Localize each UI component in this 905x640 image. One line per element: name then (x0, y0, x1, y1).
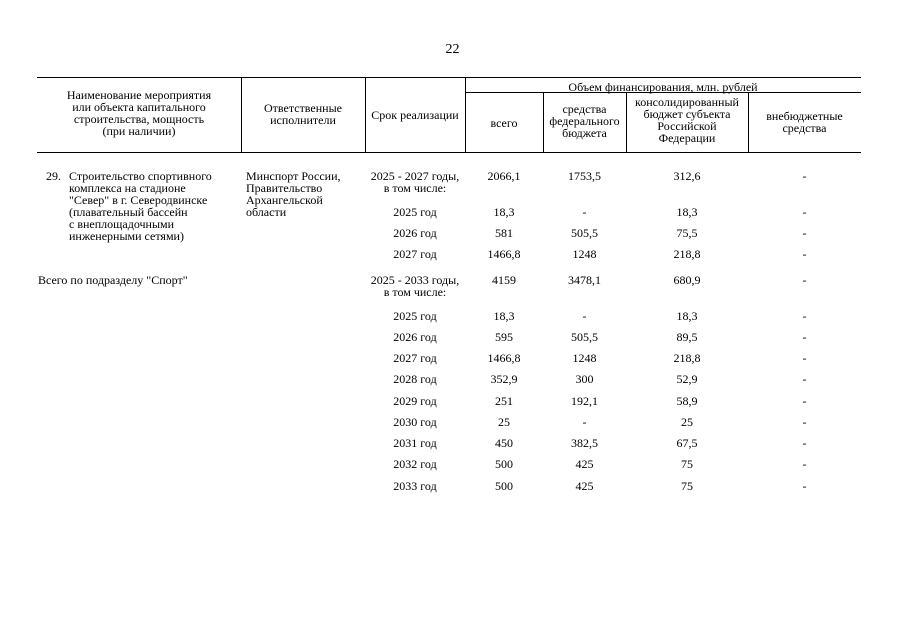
sport-total-label: Всего по подразделу "Спорт" (38, 273, 188, 287)
item-responsible: Минспорт России, Правительство Архангельской области (246, 169, 341, 219)
regional-cell: 25 (681, 415, 693, 429)
period-cell: 2025 - 2027 годы, в том числе: (370, 169, 460, 195)
extra-cell: - (802, 247, 807, 261)
federal-cell: - (582, 415, 587, 429)
period-cell: 2032 год (393, 457, 437, 471)
federal-cell: 1248 (572, 351, 597, 365)
extra-cell: - (802, 351, 807, 365)
total-cell: 500 (495, 479, 513, 493)
regional-cell: 75 (681, 457, 693, 471)
extra-cell: - (802, 169, 807, 183)
federal-cell: 425 (575, 479, 594, 493)
page-number: 22 (445, 42, 460, 57)
extra-cell: - (802, 226, 807, 240)
header-responsible: Ответственные исполнители (264, 101, 342, 127)
federal-cell: 1753,5 (568, 169, 601, 183)
extra-cell: - (802, 309, 807, 323)
period-cell: 2027 год (393, 247, 437, 261)
total-cell: 251 (495, 394, 513, 408)
extra-cell: - (802, 205, 807, 219)
extra-cell: - (802, 415, 807, 429)
period-cell: 2025 год (393, 309, 437, 323)
regional-cell: 312,6 (673, 169, 701, 183)
regional-cell: 18,3 (676, 309, 698, 323)
item-number: 29. (46, 169, 61, 183)
header-total: всего (490, 116, 518, 130)
extra-cell: - (802, 273, 807, 287)
federal-cell: 505,5 (571, 330, 598, 344)
federal-cell: 300 (575, 372, 594, 386)
total-cell: 2066,1 (487, 169, 521, 183)
regional-cell: 75 (681, 479, 693, 493)
total-cell: 352,9 (490, 372, 518, 386)
period-cell: 2029 год (393, 394, 437, 408)
federal-cell: 505,5 (571, 226, 598, 240)
total-cell: 1466,8 (487, 351, 521, 365)
period-cell: 2031 год (393, 436, 437, 450)
period-cell: 2026 год (393, 330, 437, 344)
total-cell: 1466,8 (487, 247, 521, 261)
regional-cell: 67,5 (676, 436, 698, 450)
extra-cell: - (802, 479, 807, 493)
extra-cell: - (802, 394, 807, 408)
period-cell: 2025 год (393, 205, 437, 219)
regional-cell: 218,8 (673, 247, 701, 261)
period-cell: 2026 год (393, 226, 437, 240)
federal-cell: 192,1 (571, 394, 598, 408)
extra-cell: - (802, 330, 807, 344)
period-cell: 2028 год (393, 372, 437, 386)
item-name: Строительство спортивного комплекса на стадионе "Север" в г. Северодвинске (плавательный бассейн с внеплощадочными инженерными сетями) (69, 169, 212, 243)
extra-cell: - (802, 457, 807, 471)
header-regional: консолидированный бюджет субъекта Российской Федерации (635, 95, 739, 145)
extra-cell: - (802, 436, 807, 450)
regional-cell: 75,5 (676, 226, 698, 240)
header-name: Наименование мероприятия или объекта капитального строительства, мощность (при наличии) (66, 88, 212, 138)
total-cell: 18,3 (493, 309, 515, 323)
period-cell: 2033 год (393, 479, 437, 493)
header-extra: внебюджетные средства (766, 109, 843, 135)
header-funding-title: Объем финансирования, млн. рублей (568, 80, 758, 94)
federal-cell: - (582, 205, 587, 219)
total-cell: 595 (495, 330, 513, 344)
regional-cell: 52,9 (676, 372, 698, 386)
total-cell: 18,3 (493, 205, 515, 219)
period-cell: 2025 - 2033 годы, в том числе: (370, 273, 460, 299)
regional-cell: 218,8 (673, 351, 701, 365)
total-cell: 500 (495, 457, 513, 471)
total-cell: 25 (498, 415, 510, 429)
total-cell: 4159 (492, 273, 516, 287)
period-cell: 2027 год (393, 351, 437, 365)
federal-cell: 382,5 (571, 436, 598, 450)
regional-cell: 680,9 (673, 273, 701, 287)
total-cell: 450 (495, 436, 513, 450)
regional-cell: 58,9 (676, 394, 698, 408)
federal-cell: 3478,1 (568, 273, 601, 287)
header-period: Срок реализации (371, 108, 459, 122)
regional-cell: 18,3 (676, 205, 698, 219)
header-federal: средства федерального бюджета (549, 102, 620, 140)
regional-cell: 89,5 (676, 330, 698, 344)
period-cell: 2030 год (393, 415, 437, 429)
extra-cell: - (802, 372, 807, 386)
total-cell: 581 (495, 226, 513, 240)
header-bottom-border (37, 152, 861, 153)
table-top-border (37, 77, 861, 78)
federal-cell: 425 (575, 457, 594, 471)
federal-cell: 1248 (572, 247, 597, 261)
federal-cell: - (582, 309, 587, 323)
